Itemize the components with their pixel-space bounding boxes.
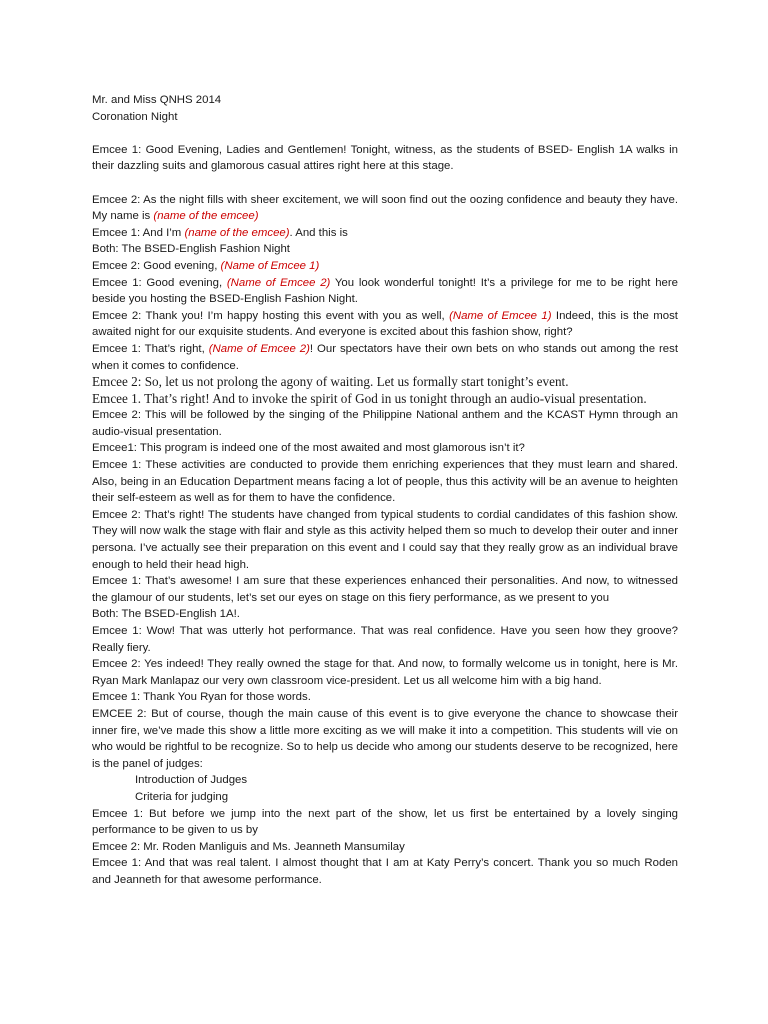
placeholder-text: (name of the emcee) [153,210,259,223]
line-text: ! Our spectators have their own bets on who stands out among the rest when it comes to confidence. [92,342,678,372]
script-line [92,341,678,374]
placeholder-text: (Name of Emcee 1) [449,309,552,322]
script-line: Emcee 1: And that was real talent. I almost thought that I am at Katy Perry’s concert. Thank you so much Roden and Jeanneth for that awesome performance. [92,857,678,886]
script-line [92,275,678,308]
script-line: Both: The BSED-English Fashion Night [92,243,290,256]
script-line: Emcee 1: Thank You Ryan for those words. [92,691,311,704]
agenda-item: Introduction of Judges [135,774,248,787]
document-title: Mr. and Miss QNHS 2014 [92,94,222,106]
spacer [92,175,678,192]
line-text: Emcee 2: Good evening, [92,259,221,272]
script-line: Emcee1: This program is indeed one of the most awaited and most glamorous isn’t it? [92,442,525,455]
script-line: Emcee 2: Yes indeed! They really owned the stage for that. And now, to formally welcome us in tonight, here is Mr. Ryan Mark Manlapaz our very own classroom vice-president. Let us all welcome him with a big hand. [92,658,678,687]
document-subtitle: Coronation Night [92,110,178,123]
placeholder-text: (Name of Emcee 2) [226,276,331,289]
line-text: Emcee 1: Good evening, [92,276,227,289]
script-line: EMCEE 2: But of course, though the main cause of this event is to give everyone the chance to showcase their inner fire, we’ve made this show a little more exciting as we will make it into a competition. This students will vie on who would be rightful to be recognize. So to help us decide who among our students deserve to be recognized, here is the panel of judges: [92,707,678,770]
script-line: Emcee 2: Mr. Roden Manliguis and Ms. Jeanneth Mansumilay [92,840,405,853]
script-line: Emcee 2: That’s right! The students have changed from typical students to cordial candidates of this fashion show. They will now walk the stage with flair and style as this activity helped them so much to develop their outer and inner persona. I’ve actually see their preparation on this event and I could say that they really grow as an individual brave enough to held their head high. [92,508,678,571]
placeholder-text: (Name of Emcee 2) [208,342,310,355]
script-line [92,225,678,242]
script-line [92,258,678,275]
script-line: Emcee 2: So, let us not prolong the agony of waiting. Let us formally start tonight’s event. [92,374,569,390]
script-line [92,192,678,225]
script-line: Emcee 1: Wow! That was utterly hot performance. That was real confidence. Have you seen how they groove? Really fiery. [92,625,678,654]
document-body [92,92,678,889]
placeholder-text: (name of the emcee) [184,226,290,239]
line-text: Indeed, this is the most awaited night for our exquisite students. And everyone is excited about this fashion show, right? [92,309,678,339]
script-line: Emcee 1: But before we jump into the next part of the show, let us first be entertained by a lovely singing performance to be given to us by [92,807,678,837]
agenda-item: Criteria for judging [135,790,229,803]
line-text: . And this is [289,226,348,239]
line-text: Emcee 2: Thank you! I’m happy hosting this event with you as well, [92,309,450,322]
script-line [92,308,678,341]
line-text: Emcee 1: And I’m [92,226,185,239]
line-text: Emcee 1: That’s right, [92,342,209,355]
script-line: Emcee 2: This will be followed by the singing of the Philippine National anthem and the KCAST Hymn through an audio-visual presentation. [92,409,678,438]
script-line: Emcee 1: These activities are conducted to provide them enriching experiences that they must learn and shared. Also, being in an Education Department means facing a lot of people, thus this activity will be an avenue to heighten their self-esteem as well as for them to have the confidence. [92,459,678,505]
script-line: Both: The BSED-English 1A!. [92,608,240,621]
placeholder-text: (Name of Emcee 1) [220,259,320,272]
script-line: Emcee 1: Good Evening, Ladies and Gentlemen! Tonight, witness, as the students of BSED- English 1A walks in their dazzling suits and glamorous casual attires right here at this stage. [92,143,678,173]
line-text: Emcee 2: As the night fills with sheer excitement, we will soon find out the oozing confidence and beauty they have. My name is [92,193,678,223]
spacer [92,125,678,142]
script-line: Emcee 1: That’s awesome! I am sure that these experiences enhanced their personalities. And now, to witnessed the glamour of our students, let’s set our eyes on stage on this fiery performance, as we present to you [92,575,678,604]
script-line: Emcee 1. That’s right! And to invoke the spirit of God in us tonight through an audio-visual presentation. [92,390,647,406]
line-text: You look wonderful tonight! It’s a privilege for me to be right here beside you hosting the BSED-English Fashion Night. [92,276,678,306]
